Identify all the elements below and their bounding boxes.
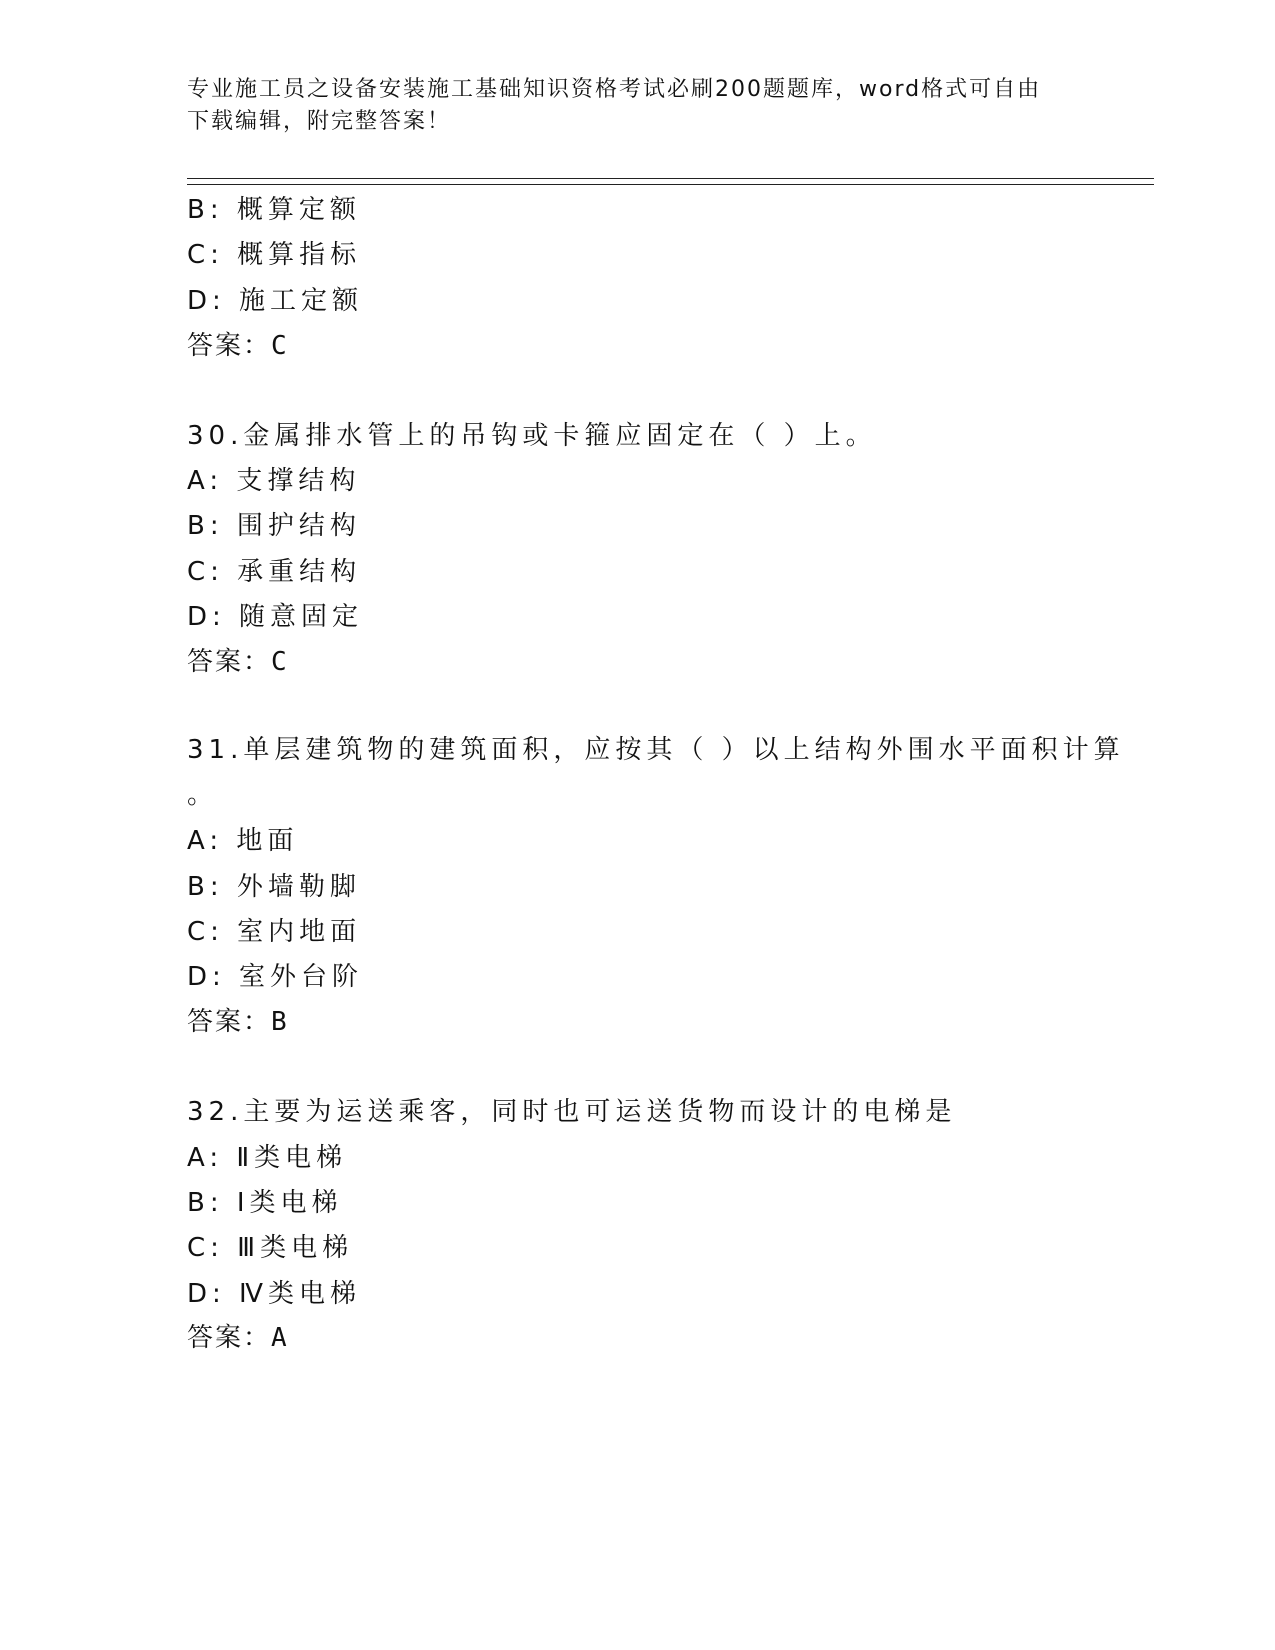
q32-option-c: C: Ⅲ类电梯	[187, 1233, 354, 1263]
q29-option-c: C: 概算指标	[187, 240, 362, 270]
q29-option-d: D: 施工定额	[187, 286, 364, 316]
header-divider	[187, 178, 1154, 185]
q31-answer	[187, 1005, 287, 1039]
q29-option-b: B: 概算定额	[187, 195, 361, 225]
q29-answer-label: 答案：	[187, 331, 272, 361]
q32-option-d: D: Ⅳ类电梯	[187, 1279, 362, 1309]
q32-answer	[187, 1321, 287, 1355]
q30-answer	[187, 645, 287, 679]
q31-question-line-1: 31.单层建筑物的建筑面积，应按其（ ）以上结构外围水平面积计算	[187, 735, 1125, 765]
q31-option-d: D: 室外台阶	[187, 962, 364, 992]
q32-question: 32.主要为运送乘客，同时也可运送货物而设计的电梯是	[187, 1097, 957, 1127]
q30-option-b: B: 围护结构	[187, 511, 361, 541]
document-header	[187, 74, 1087, 138]
q31-option-a: A: 地面	[187, 826, 299, 856]
q31-answer-label: 答案：	[187, 1007, 272, 1037]
q30-answer-value: C	[271, 647, 287, 677]
header-line-1: 专业施工员之设备安装施工基础知识资格考试必刷200题题库，word格式可自由	[187, 77, 1042, 102]
q31-option-b: B: 外墙勒脚	[187, 872, 361, 902]
q32-option-a: A: Ⅱ类电梯	[187, 1143, 348, 1173]
q29-answer	[187, 329, 287, 363]
q32-option-b: B: Ⅰ类电梯	[187, 1188, 343, 1218]
q30-option-c: C: 承重结构	[187, 557, 362, 587]
q30-answer-label: 答案：	[187, 647, 272, 677]
q30-question: 30.金属排水管上的吊钩或卡箍应固定在（ ）上。	[187, 421, 877, 451]
q32-answer-value: A	[271, 1323, 287, 1353]
header-line-2: 下载编辑，附完整答案！	[187, 109, 452, 134]
q29-answer-value: C	[271, 331, 287, 361]
q32-answer-label: 答案：	[187, 1323, 272, 1353]
q31-answer-value: B	[271, 1007, 287, 1037]
q30-option-a: A: 支撑结构	[187, 466, 361, 496]
q31-question-line-2: 。	[187, 780, 219, 810]
q31-option-c: C: 室内地面	[187, 917, 362, 947]
q30-option-d: D: 随意固定	[187, 602, 364, 632]
